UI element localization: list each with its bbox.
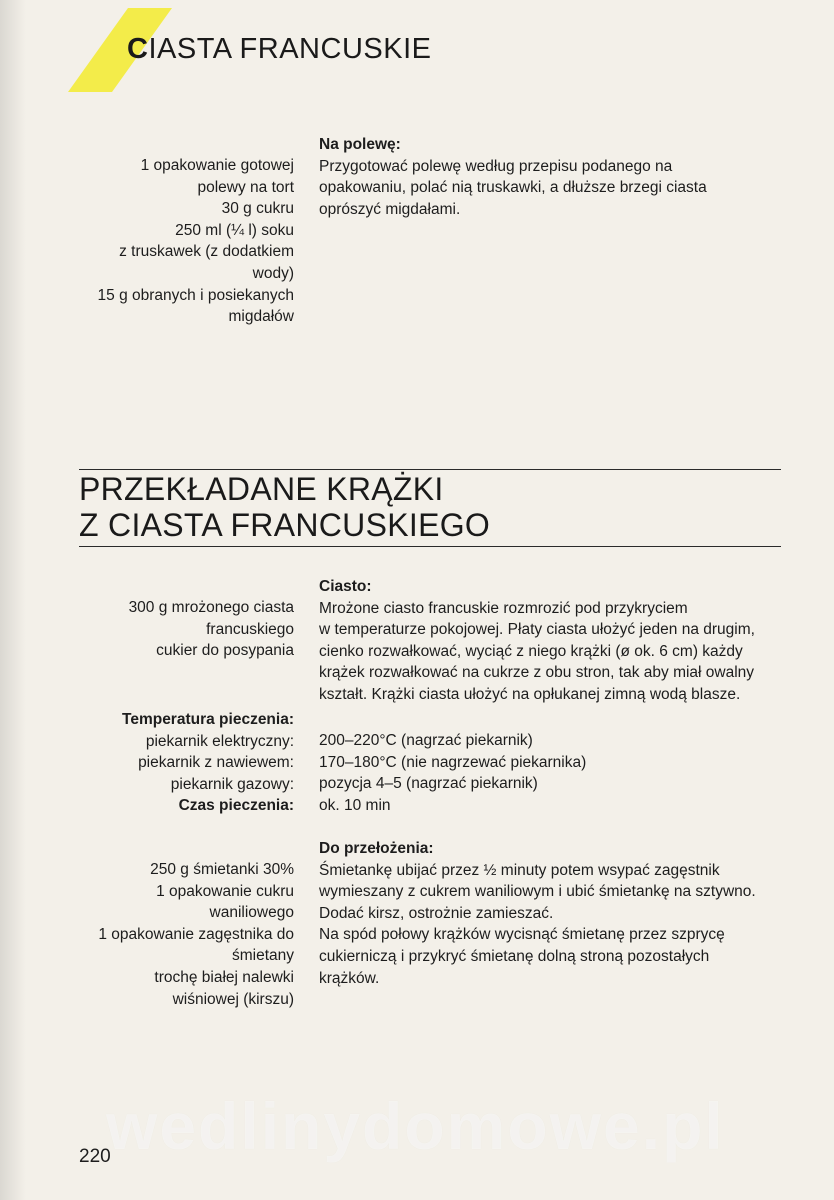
baking-values: [319, 730, 789, 816]
oven-temperature-value: pozycja 4–5 (nagrzać piekarnik): [319, 775, 538, 793]
oven-temperature-value: 170–180°C (nie nagrzewać piekarnika): [319, 753, 587, 771]
filling-instructions: [319, 838, 789, 989]
ingredient-line: trochę białej nalewki: [154, 968, 294, 986]
ingredient-line: polewy na tort: [197, 178, 294, 196]
page-number: 220: [79, 1146, 111, 1167]
ingredient-line: 250 ml (¼ l) soku: [175, 221, 294, 239]
title-rule-top: [79, 469, 781, 470]
dough-instructions: [319, 576, 789, 706]
ingredient-line: 1 opakowanie gotowej: [140, 157, 294, 174]
filling-ingredients: [64, 859, 294, 1010]
oven-temperature-value: 200–220°C (nagrzać piekarnik): [319, 732, 533, 749]
ingredient-line: 1 opakowanie zagęstnika do: [98, 925, 294, 943]
ingredient-line: 250 g śmietanki 30%: [150, 861, 294, 878]
instruction-line: Mrożone ciasto francuskie rozmrozić pod przykryciem: [319, 599, 688, 617]
instruction-line: Śmietankę ubijać przez ½ minuty potem wsypać zagęstnik: [319, 861, 720, 879]
baking-time-value: ok. 10 min: [319, 796, 391, 814]
instruction-line: Na spód połowy krążków wycisnąć śmietanę przez szprycę: [319, 926, 725, 944]
ingredient-line: migdałów: [228, 308, 294, 326]
ingredient-line: 30 g cukru: [221, 200, 294, 218]
baking-labels: [34, 709, 294, 817]
title-rule-bottom: [79, 546, 781, 547]
instruction-line: w temperaturze pokojowej. Płaty ciasta ułożyć jeden na drugim,: [319, 621, 755, 639]
instruction-line: oprószyć migdałami.: [319, 200, 461, 218]
ingredient-line: 15 g obranych i posiekanych: [97, 286, 294, 304]
recipe2-title-line2: Z CIASTA FRANCUSKIEGO: [79, 507, 491, 543]
oven-type-label: piekarnik z nawiewem:: [138, 754, 294, 772]
ingredient-line: wiśniowej (kirszu): [172, 990, 294, 1008]
baking-time-label: Czas pieczenia:: [178, 797, 294, 815]
ingredient-line: z truskawek (z dodatkiem: [119, 243, 294, 261]
ingredient-line: waniliowego: [209, 904, 294, 922]
oven-type-label: piekarnik gazowy:: [170, 775, 294, 793]
section-heading-dough: Ciasto:: [319, 578, 372, 595]
instruction-line: wymieszany z cukrem waniliowym i ubić śmietankę na sztywno.: [319, 883, 756, 901]
watermark: wedlinydomowe.pl: [106, 1089, 725, 1163]
recipe1-ingredients: [64, 155, 294, 328]
instruction-line: opakowaniu, polać nią truskawki, a dłuższe brzegi ciasta: [319, 179, 707, 197]
ingredient-line: cukier do posypania: [156, 642, 294, 660]
ingredient-line: 1 opakowanie cukru: [156, 882, 294, 900]
ingredient-line: śmietany: [231, 947, 294, 965]
instruction-line: krążków.: [319, 969, 380, 987]
instruction-line: cienko rozwałkować, wyciąć z niego krążki (ø ok. 6 cm) każdy: [319, 642, 743, 660]
baking-temperature-label: Temperatura pieczenia:: [122, 711, 294, 728]
chapter-title-initial: C: [127, 33, 149, 65]
instruction-line: cukierniczą i przykryć śmietanę dolną stroną pozostałych: [319, 947, 710, 965]
instruction-line: Przygotować polewę według przepisu podanego na: [319, 157, 673, 175]
recipe1-instructions: [319, 134, 789, 220]
instruction-line: Dodać kirsz, ostrożnie zamieszać.: [319, 904, 554, 922]
ingredient-line: wody): [252, 264, 294, 282]
oven-type-label: piekarnik elektryczny:: [145, 732, 294, 750]
ingredient-line: francuskiego: [206, 620, 294, 638]
instruction-line: krążek rozwałkować na cukrze z obu stron, tak aby miał owalny: [319, 664, 755, 682]
section-heading-filling: Do przełożenia:: [319, 840, 434, 857]
recipe2-title-line1: PRZEKŁADANE KRĄŻKI: [79, 471, 444, 507]
dough-ingredients: [64, 597, 294, 662]
chapter-title: [127, 33, 431, 66]
recipe2-title: [79, 471, 490, 543]
ingredient-line: 300 g mrożonego ciasta: [128, 599, 294, 616]
chapter-title-rest: IASTA FRANCUSKIE: [148, 33, 432, 65]
instruction-line: kształt. Krążki ciasta ułożyć na opłukanej zimną wodą blasze.: [319, 685, 741, 703]
section-heading-glaze: Na polewę:: [319, 136, 401, 153]
